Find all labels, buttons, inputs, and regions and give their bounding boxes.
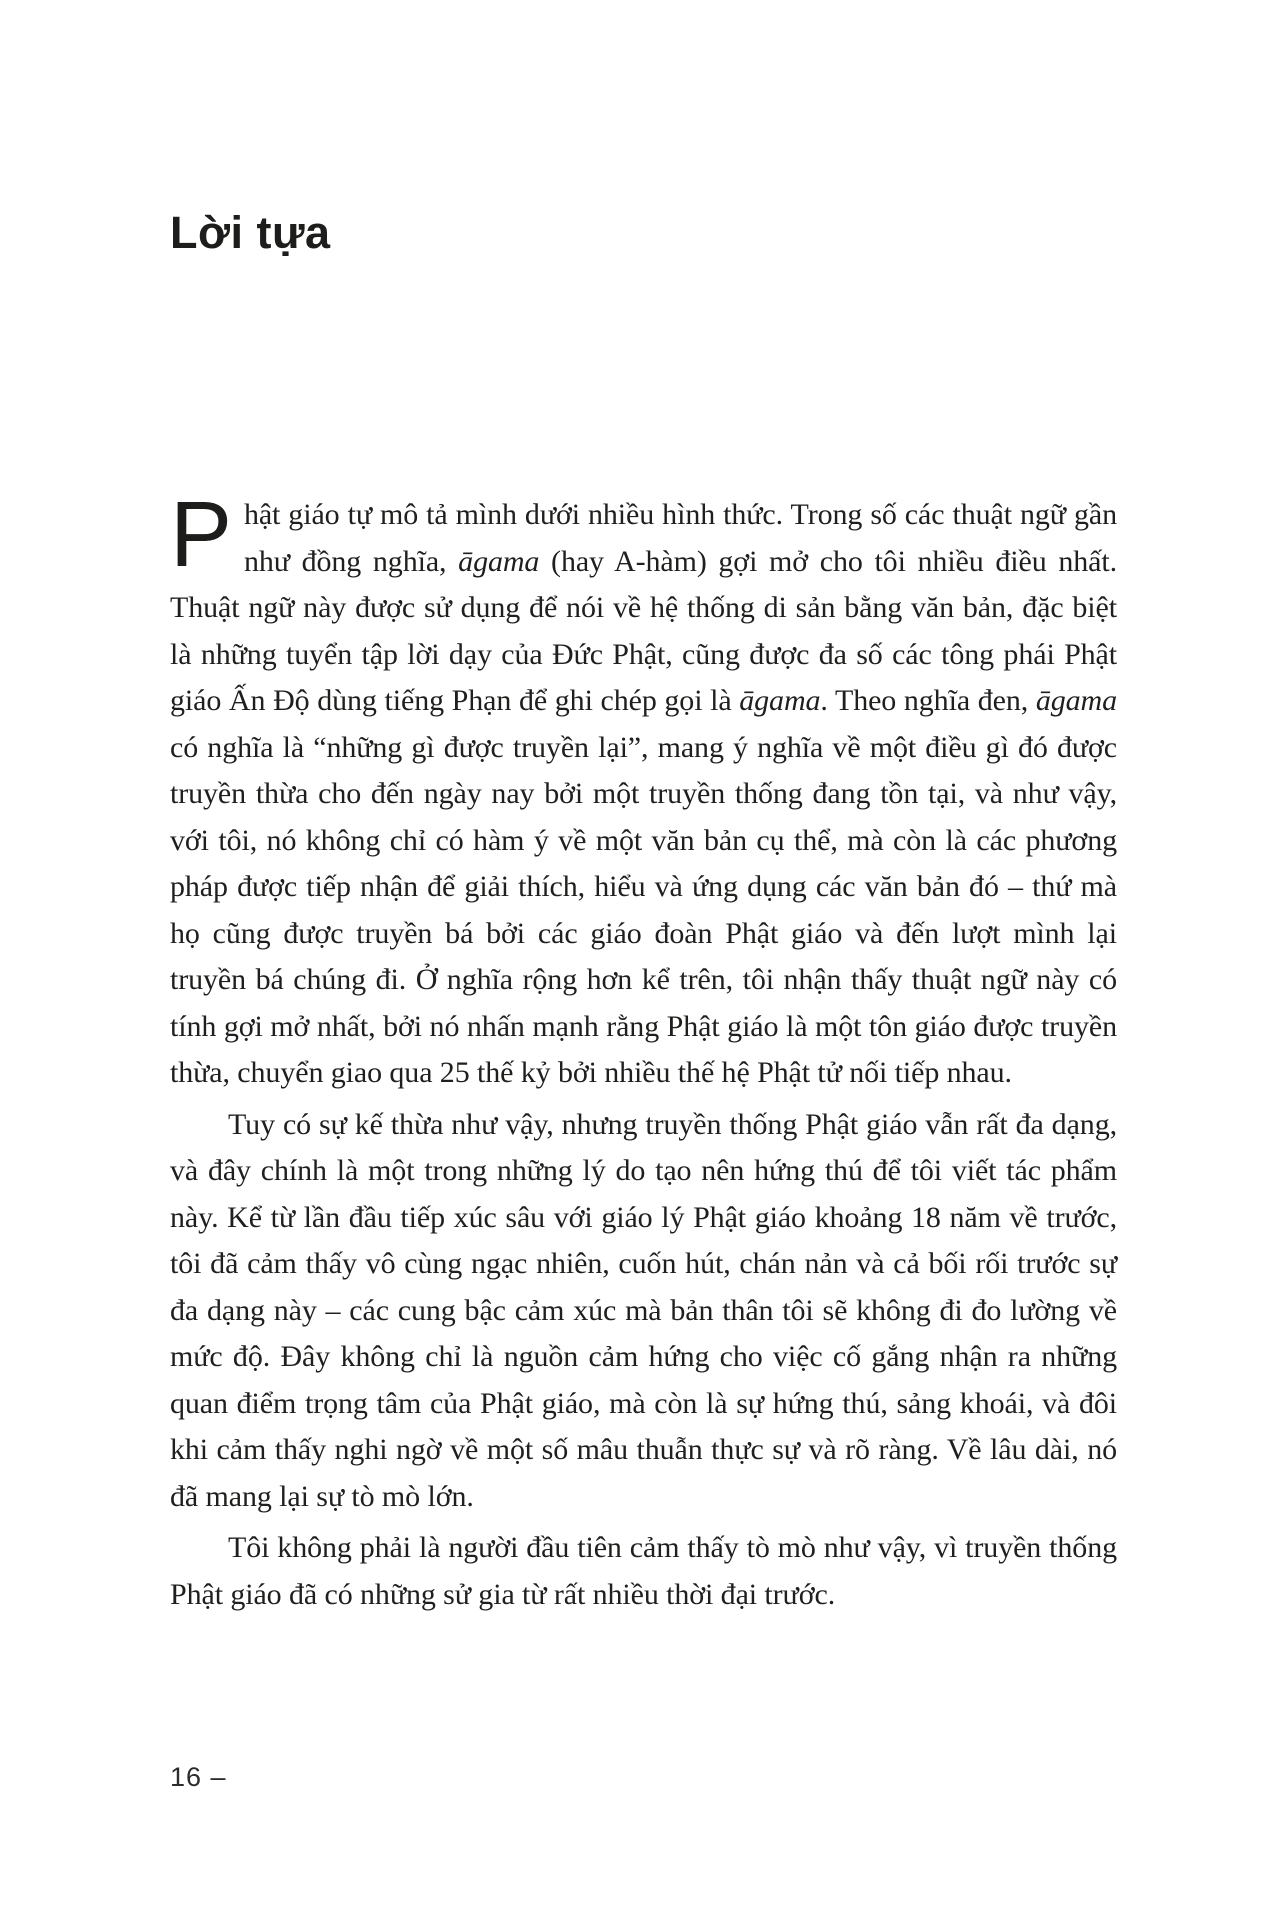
italic-text-run: āgama (1035, 684, 1117, 717)
italic-text-run: āgama (458, 544, 540, 578)
text-run: hật giáo tự mô tả mình dưới nhiều hình thức. Trong số các thuật ngữ gần như đồng nghĩa, (243, 498, 1117, 578)
text-run: có nghĩa là “những gì được truyền lại”, mang ý nghĩa về một điều gì đó được truyền thừa cho đến ngày nay bởi một truyền thống đang tồn tại, và như vậy, với tôi, nó không chỉ có hàm ý về một văn bản cụ thể, mà còn là các phương pháp được tiếp nhận để giải thích, hiểu và ứng dụng các văn bản đó – thứ mà họ cũng được truyền bá bởi các giáo đoàn Phật giáo và đến lượt mình lại truyền bá chúng đi. Ở nghĩa rộng hơn kể trên, tôi nhận thấy thuật ngữ này có tính gợi mở nhất, bởi nó nhấn mạnh rằng Phật giáo là một tôn giáo được truyền thừa, chuyển giao qua 25 thế kỷ bởi nhiều thế hệ Phật tử nối tiếp nhau. (170, 730, 1117, 1089)
drop-cap: P (170, 482, 232, 586)
text-run: Tôi không phải là người đầu tiên cảm thấy tò mò như vậy, vì truyền thống Phật giáo đã có những sử gia từ rất nhiều thời đại trước. (170, 1531, 1117, 1611)
paragraph (170, 482, 1117, 1097)
paragraph (170, 1525, 1117, 1618)
body-text (170, 482, 1117, 1623)
page-number: 16 – (170, 1762, 227, 1792)
text-run: . Theo nghĩa đen, (820, 684, 1036, 717)
paragraph (170, 1102, 1117, 1521)
italic-text-run: āgama (739, 684, 821, 717)
page-title: Lời tựa (170, 207, 331, 258)
text-run: Tuy có sự kế thừa như vậy, nhưng truyền thống Phật giáo vẫn rất đa dạng, và đây chính là một trong những lý do tạo nên hứng thú để tôi viết tác phẩm này. Kể từ lần đầu tiếp xúc sâu với giáo lý Phật giáo khoảng 18 năm về trước, tôi đã cảm thấy vô cùng ngạc nhiên, cuốn hút, chán nản và cả bối rối trước sự đa dạng này – các cung bậc cảm xúc mà bản thân tôi sẽ không đi đo lường về mức độ. Đây không chỉ là nguồn cảm hứng cho việc cố gắng nhận ra những quan điểm trọng tâm của Phật giáo, mà còn là sự hứng thú, sảng khoái, và đôi khi cảm thấy nghi ngờ về một số mâu thuẫn thực sự và rõ ràng. Về lâu dài, nó đã mang lại sự tò mò lớn. (170, 1107, 1117, 1513)
text-run: (hay A-hàm) gợi mở cho tôi nhiều điều nhất. Thuật ngữ này được sử dụng để nói về hệ thống di sản bằng văn bản, đặc biệt là những tuyển tập lời dạy của Đức Phật, cũng được đa số các tông phái Phật giáo Ấn Độ dùng tiếng Phạn để ghi chép gọi là (170, 544, 1117, 717)
